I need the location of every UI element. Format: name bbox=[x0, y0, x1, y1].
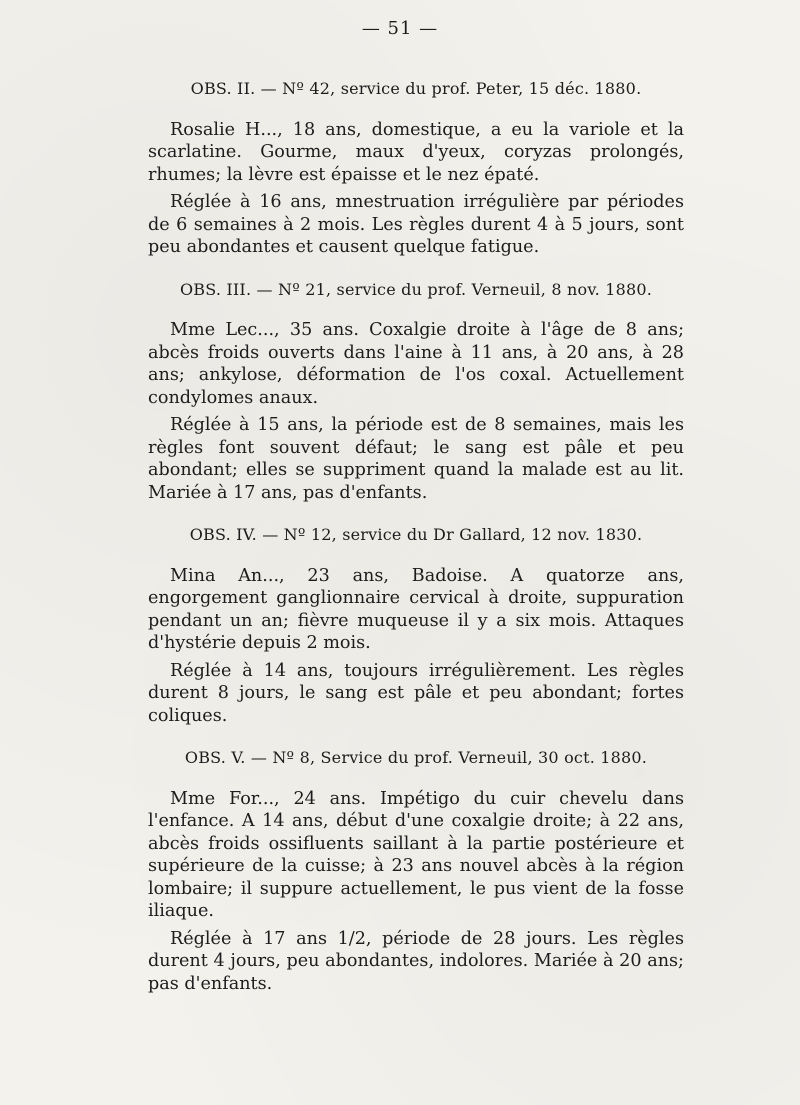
obs-5-paragraph-2: Réglée à 17 ans 1/2, période de 28 jours. Les règles durent 4 jours, peu abondantes, indolores. Mariée à 20 ans; pas d'enfants. bbox=[148, 928, 684, 994]
obs-3-heading: OBS. III. — Nº 21, service du prof. Verneuil, 8 nov. 1880. bbox=[179, 279, 653, 299]
obs-5-heading: OBS. V. — Nº 8, Service du prof. Verneuil, 30 oct. 1880. bbox=[184, 748, 648, 767]
obs-2-paragraph-2: Réglée à 16 ans, mnestruation irrégulière par périodes de 6 semaines à 2 mois. Les règles durent 4 à 5 jours, sont peu abondantes et causent quelque fatigue. bbox=[148, 192, 684, 257]
obs-3-paragraph-2: Réglée à 15 ans, la période est de 8 semaines, mais les règles font souvent défaut; le sang est pâle et peu abondant; elles se suppriment quand la malade est au lit. Mariée à 17 ans, pas d'enfants. bbox=[148, 415, 684, 503]
obs-4-heading: OBS. IV. — Nº 12, service du Dr Gallard, 12 nov. 1830. bbox=[189, 525, 643, 544]
obs-5-paragraph-1: Mme For..., 24 ans. Impétigo du cuir chevelu dans l'enfance. A 14 ans, début d'une coxalgie droite; à 22 ans, abcès froids ossifluents saillant à la partie postérieure et supérieure de la cuisse; à 23 ans nouvel abcès à la région lombaire; il suppure actuellement, le pus vient de la fosse iliaque. bbox=[148, 788, 684, 921]
obs-3-paragraph-1: Mme Lec..., 35 ans. Coxalgie droite à l'âge de 8 ans; abcès froids ouverts dans l'aine à 11 ans, à 20 ans, à 28 ans; ankylose, déformation de l'os coxal. Actuellement condylomes anaux. bbox=[148, 320, 684, 408]
obs-2-heading: OBS. II. — Nº 42, service du prof. Peter, 15 déc. 1880. bbox=[190, 79, 642, 98]
obs-4-paragraph-2: Réglée à 14 ans, toujours irrégulièrement. Les règles durent 8 jours, le sang est pâle et peu abondant; fortes coliques. bbox=[148, 660, 684, 726]
obs-2-paragraph-1: Rosalie H..., 18 ans, domestique, a eu la variole et la scarlatine. Gourme, maux d'yeux, coryzas prolongés, rhumes; la lèvre est épaisse et le nez épaté. bbox=[148, 119, 684, 185]
obs-4-paragraph-1: Mina An..., 23 ans, Badoise. A quatorze ans, engorgement ganglionnaire cervical à droite, suppuration pendant un an; fièvre muqueuse il y a six mois. Attaques d'hystérie depuis 2 mois. bbox=[148, 565, 684, 653]
page-number: — 51 — bbox=[361, 18, 439, 39]
page-body bbox=[148, 72, 684, 1000]
